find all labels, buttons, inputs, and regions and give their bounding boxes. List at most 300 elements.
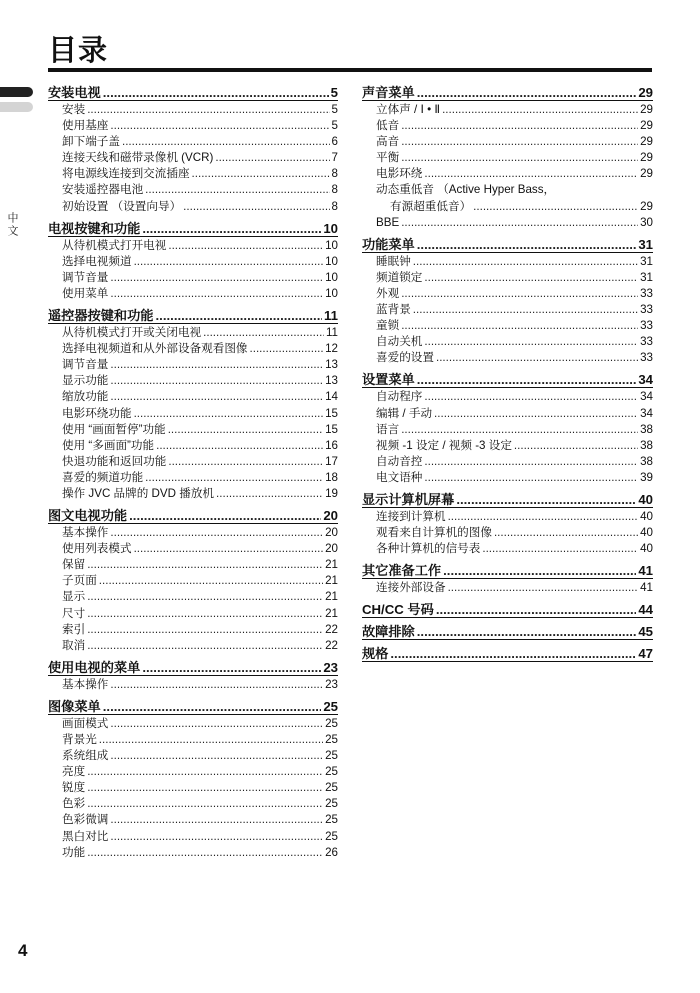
toc-section-heading-label: 安装电视 — [48, 85, 101, 100]
toc-entry[interactable] — [48, 238, 338, 254]
toc-entry-label: 低音 — [376, 119, 400, 133]
toc-entry[interactable] — [362, 254, 653, 270]
toc-section-heading-page: 47 — [638, 646, 653, 662]
toc-entry-page: 29 — [640, 151, 653, 165]
toc-entry-label: 将电源线连接到交流插座 — [62, 167, 190, 181]
toc-entry-label: 有源超重低音） — [390, 199, 472, 213]
leader-dots — [443, 562, 636, 579]
toc-entry[interactable] — [48, 470, 338, 486]
toc-entry[interactable] — [362, 470, 653, 486]
toc-entry[interactable] — [48, 812, 338, 828]
leader-dots — [87, 638, 323, 654]
toc-entry-page: 20 — [325, 526, 338, 540]
toc-entry[interactable] — [48, 182, 338, 198]
toc-entry[interactable] — [48, 486, 338, 502]
toc-entry-page: 29 — [640, 167, 653, 181]
leader-dots — [448, 580, 639, 596]
leader-dots — [436, 350, 638, 366]
leader-dots — [110, 286, 323, 302]
toc-entry-page: 8 — [331, 199, 338, 213]
toc-entry-label: 视频 -1 设定 / 视频 -3 设定 — [376, 438, 512, 452]
toc-entry[interactable] — [362, 286, 653, 302]
toc-entry-label: 编辑 / 手动 — [376, 406, 433, 420]
toc-entry[interactable] — [362, 525, 653, 541]
toc-entry-page: 23 — [325, 677, 338, 691]
leader-dots — [110, 716, 323, 732]
toc-section — [48, 84, 338, 215]
toc-entry-page: 25 — [325, 797, 338, 811]
leader-dots — [110, 373, 323, 389]
toc-entry[interactable] — [48, 118, 338, 134]
leader-dots — [442, 102, 638, 118]
toc-entry[interactable] — [48, 764, 338, 780]
toc-entry-page: 38 — [640, 422, 653, 436]
language-tab-inactive — [0, 102, 33, 112]
toc-entry[interactable] — [48, 716, 338, 732]
leader-dots — [110, 829, 323, 845]
toc-section-heading[interactable] — [48, 698, 338, 715]
toc-entry-label: 显示 — [62, 590, 86, 604]
toc-entry[interactable] — [362, 302, 653, 318]
toc-entry[interactable] — [48, 270, 338, 286]
toc-entry-page: 19 — [325, 486, 338, 500]
toc-entry[interactable] — [48, 389, 338, 405]
leader-dots — [424, 334, 638, 350]
toc-entry[interactable] — [362, 454, 653, 470]
toc-section-heading[interactable] — [362, 236, 653, 253]
toc-entry[interactable] — [48, 341, 338, 357]
leader-dots — [87, 780, 323, 796]
toc-entry-label: 自动程序 — [376, 390, 423, 404]
toc-entry-page: 5 — [331, 103, 338, 116]
leader-dots — [87, 845, 323, 861]
leader-dots — [87, 102, 329, 118]
toc-section-heading-label: 电视按键和功能 — [48, 220, 141, 236]
leader-dots — [424, 166, 638, 182]
toc-entry-label: 保留 — [62, 558, 86, 572]
leader-dots — [87, 606, 323, 622]
toc-entry[interactable] — [362, 118, 653, 134]
toc-section-heading[interactable] — [48, 220, 338, 237]
leader-dots — [87, 622, 323, 638]
toc-entry-page: 21 — [325, 606, 338, 620]
leader-dots — [456, 491, 636, 508]
toc-entry[interactable] — [362, 350, 653, 366]
toc-entry[interactable] — [48, 422, 338, 438]
leader-dots — [192, 166, 330, 182]
toc-entry-page: 29 — [640, 103, 653, 116]
toc-section-heading[interactable] — [48, 307, 338, 324]
toc-entry[interactable] — [48, 102, 338, 118]
toc-entry-page: 10 — [325, 286, 338, 300]
leader-dots — [424, 470, 638, 486]
toc-section — [362, 491, 653, 557]
toc-entry-label: 调节音量 — [62, 358, 109, 372]
toc-entry[interactable] — [48, 780, 338, 796]
leader-dots — [183, 199, 329, 215]
language-tag: 中文 — [6, 212, 18, 238]
toc-entry[interactable] — [362, 438, 653, 454]
toc-section-heading[interactable] — [362, 562, 653, 579]
toc-entry-page: 33 — [640, 286, 653, 300]
toc-entry[interactable] — [362, 102, 653, 118]
toc-entry-page: 17 — [325, 454, 338, 468]
toc-entry-label: 选择电视频道 — [62, 254, 132, 268]
leader-dots — [424, 270, 638, 286]
toc-section-heading-page: 25 — [323, 698, 338, 714]
toc-entry-page: 20 — [325, 542, 338, 556]
leader-dots — [122, 134, 330, 150]
toc-section-heading-label: 功能菜单 — [362, 236, 415, 252]
leader-dots — [473, 199, 638, 215]
toc-column-left — [48, 84, 338, 866]
toc-entry-page: 7 — [331, 151, 338, 165]
leader-dots — [413, 254, 638, 270]
toc-entry-page: 21 — [325, 558, 338, 572]
leader-dots — [401, 286, 638, 302]
toc-section-heading-label: 声音菜单 — [362, 85, 415, 100]
toc-entry-label: 频道锁定 — [376, 270, 423, 284]
toc-entry-page: 25 — [325, 829, 338, 843]
toc-entry[interactable] — [48, 796, 338, 812]
leader-dots — [142, 220, 321, 237]
toc-entry-label: 调节音量 — [62, 270, 109, 284]
toc-section-heading[interactable] — [48, 507, 338, 524]
toc-section-heading-label: 图像菜单 — [48, 698, 101, 714]
toc-entry[interactable] — [362, 150, 653, 166]
toc-entry-label: 从待机模式打开电视 — [62, 238, 167, 252]
toc-section-heading[interactable] — [362, 601, 653, 618]
toc-entry[interactable] — [362, 389, 653, 405]
toc-entry-page: 18 — [325, 470, 338, 484]
toc-entry-label: 电影环绕功能 — [62, 406, 132, 420]
toc-entry-label: BBE — [376, 215, 400, 229]
toc-entry-page: 13 — [325, 358, 338, 372]
toc-entry-label: 索引 — [62, 622, 86, 636]
toc-section — [362, 623, 653, 640]
leader-dots — [203, 325, 324, 341]
toc-section-heading-page: 5 — [330, 85, 338, 100]
toc-entry-label: 使用菜单 — [62, 286, 109, 300]
toc-entry-label: 动态重低音 （Active Hyper Bass， — [376, 183, 556, 197]
toc-entry-page: 5 — [331, 119, 338, 133]
leader-dots — [250, 341, 324, 357]
toc-entry-page: 40 — [640, 526, 653, 540]
language-tab-active — [0, 87, 33, 97]
toc-section — [362, 84, 653, 231]
toc-entry[interactable] — [48, 845, 338, 861]
toc-entry-label: 卸下端子盖 — [62, 135, 120, 149]
leader-dots — [87, 557, 323, 573]
toc-section-heading-page: 41 — [638, 563, 653, 579]
leader-dots — [482, 541, 638, 557]
toc-section — [362, 236, 653, 367]
toc-entry-page: 21 — [325, 590, 338, 604]
toc-entry[interactable] — [48, 541, 338, 557]
toc-column-right — [362, 84, 653, 667]
toc-entry-label: 选择电视频道和从外部设备观看图像 — [62, 342, 248, 356]
toc-entry-label: 画面模式 — [62, 716, 109, 730]
toc-entry-page: 29 — [640, 135, 653, 149]
leader-dots — [417, 236, 637, 253]
toc-entry-page: 41 — [640, 581, 653, 595]
leader-dots — [401, 150, 638, 166]
leader-dots — [424, 389, 638, 405]
toc-entry[interactable] — [48, 166, 338, 182]
toc-entry-page: 31 — [640, 270, 653, 284]
leader-dots — [110, 748, 323, 764]
leader-dots — [110, 118, 329, 134]
toc-entry[interactable] — [48, 557, 338, 573]
toc-entry[interactable] — [48, 199, 338, 215]
toc-entry-page: 40 — [640, 509, 653, 523]
leader-dots — [514, 438, 638, 454]
leader-dots — [390, 645, 636, 662]
toc-entry[interactable] — [362, 422, 653, 438]
toc-entry-page: 15 — [325, 406, 338, 420]
toc-entry[interactable] — [48, 134, 338, 150]
toc-entry[interactable] — [362, 270, 653, 286]
toc-section-heading[interactable] — [48, 659, 338, 676]
toc-entry-label: 童锁 — [376, 319, 400, 333]
leader-dots — [401, 134, 638, 150]
toc-entry-label: 从待机模式打开或关闭电视 — [62, 326, 202, 340]
toc-entry-label: 各种计算机的信号表 — [376, 542, 481, 556]
toc-entry[interactable] — [362, 406, 653, 422]
toc-entry[interactable] — [362, 182, 653, 198]
toc-entry-label: 使用基座 — [62, 119, 109, 133]
toc-entry-label: 显示功能 — [62, 374, 109, 388]
toc-entry-label: 自动音控 — [376, 454, 423, 468]
toc-entry-page: 22 — [325, 622, 338, 636]
toc-entry-label: 连接到计算机 — [376, 509, 446, 523]
toc-entry-label: 黑白对比 — [62, 829, 109, 843]
toc-section-heading-label: 故障排除 — [362, 624, 415, 640]
toc-entry[interactable] — [362, 541, 653, 557]
toc-entry[interactable] — [48, 357, 338, 373]
leader-dots — [417, 371, 637, 388]
toc-section-heading-label: 使用电视的菜单 — [48, 659, 141, 675]
toc-entry-page: 25 — [325, 765, 338, 779]
toc-section-heading-page: 44 — [638, 602, 653, 618]
leader-dots — [168, 422, 323, 438]
toc-entry[interactable] — [48, 622, 338, 638]
leader-dots — [434, 406, 638, 422]
toc-entry-page: 26 — [325, 845, 338, 859]
leader-dots — [448, 509, 639, 525]
toc-entry-label: 立体声 / Ⅰ • Ⅱ — [376, 103, 441, 116]
toc-entry-label: 睡眠钟 — [376, 254, 411, 268]
leader-dots — [401, 422, 638, 438]
leader-dots — [424, 454, 638, 470]
toc-entry-page: 25 — [325, 813, 338, 827]
toc-entry-label: 基本操作 — [62, 526, 109, 540]
toc-section — [48, 307, 338, 502]
toc-entry-page: 22 — [325, 638, 338, 652]
leader-dots — [129, 507, 321, 524]
toc-entry-label: 使用 “画面暂停”功能 — [62, 422, 166, 436]
toc-section-heading-page: 45 — [638, 624, 653, 640]
leader-dots — [110, 677, 323, 693]
toc-entry[interactable] — [48, 677, 338, 693]
toc-entry-page: 25 — [325, 749, 338, 763]
toc-entry[interactable] — [48, 525, 338, 541]
toc-entry-label: 使用列表模式 — [62, 542, 132, 556]
toc-section-heading[interactable] — [362, 491, 653, 508]
toc-entry-page: 12 — [325, 342, 338, 356]
toc-section-heading-label: 遥控器按键和功能 — [48, 308, 154, 324]
leader-dots — [110, 389, 323, 405]
toc-entry-label: 亮度 — [62, 765, 86, 779]
toc-section-heading-label: 显示计算机屏幕 — [362, 491, 455, 507]
toc-entry-page: 15 — [325, 422, 338, 436]
toc-entry-label: 子页面 — [62, 574, 97, 588]
toc-entry-page: 25 — [325, 781, 338, 795]
leader-dots — [134, 541, 324, 557]
toc-entry[interactable] — [48, 438, 338, 454]
toc-entry-page: 10 — [325, 254, 338, 268]
toc-entry[interactable] — [48, 748, 338, 764]
toc-entry[interactable] — [48, 150, 338, 166]
leader-dots — [142, 659, 321, 676]
toc-section-heading[interactable] — [362, 623, 653, 640]
leader-dots — [87, 764, 323, 780]
toc-entry-label: 色彩 — [62, 797, 86, 811]
toc-entry-label: 电文语种 — [376, 470, 423, 484]
toc-section-heading[interactable] — [362, 84, 653, 101]
toc-section — [48, 220, 338, 302]
toc-entry-label: 喜爱的设置 — [376, 351, 434, 365]
toc-entry-label: 缩放功能 — [62, 390, 109, 404]
leader-dots — [134, 406, 324, 422]
toc-entry-label: 安装 — [62, 103, 86, 116]
toc-entry[interactable] — [48, 406, 338, 422]
toc-entry-label: 基本操作 — [62, 677, 109, 691]
toc-entry-label: 喜爱的频道功能 — [62, 470, 144, 484]
toc-entry-page: 25 — [325, 733, 338, 746]
toc-section-heading[interactable] — [362, 645, 653, 662]
toc-entry[interactable] — [362, 166, 653, 182]
toc-section-heading-page: 23 — [323, 659, 338, 675]
toc-section-heading[interactable] — [48, 84, 338, 101]
toc-entry-page: 38 — [640, 454, 653, 468]
toc-entry-page: 29 — [640, 119, 653, 133]
toc-entry-page: 30 — [640, 215, 653, 229]
toc-entry-page: 16 — [325, 438, 338, 452]
toc-entry-page: 10 — [325, 238, 338, 252]
toc-entry[interactable] — [48, 589, 338, 605]
toc-entry-label: 色彩微调 — [62, 813, 109, 827]
toc-section-heading-label: 规格 — [362, 646, 389, 662]
toc-entry[interactable] — [48, 286, 338, 302]
toc-section-heading-label: 其它准备工作 — [362, 563, 442, 579]
toc-entry[interactable] — [362, 318, 653, 334]
leader-dots — [103, 698, 322, 715]
toc-entry-label: 自动关机 — [376, 335, 423, 349]
toc-entry[interactable] — [48, 606, 338, 622]
toc-entry-label: 尺寸 — [62, 606, 86, 620]
toc-section-heading-page: 31 — [638, 236, 653, 252]
toc-section-heading-page: 34 — [638, 372, 653, 388]
toc-entry-page: 33 — [640, 319, 653, 333]
leader-dots — [87, 796, 323, 812]
toc-entry-page: 29 — [640, 199, 653, 213]
toc-entry[interactable] — [362, 580, 653, 596]
toc-entry[interactable] — [362, 134, 653, 150]
leader-dots — [417, 84, 637, 101]
toc-entry-page: 13 — [325, 374, 338, 388]
toc-section — [48, 659, 338, 693]
toc-entry[interactable] — [48, 254, 338, 270]
leader-dots — [215, 150, 329, 166]
toc-entry-label: 观看来自计算机的图像 — [376, 526, 492, 540]
toc-section-heading[interactable] — [362, 371, 653, 388]
page-title: 目录 — [48, 35, 109, 67]
leader-dots — [168, 454, 323, 470]
leader-dots — [110, 270, 323, 286]
page-number: 4 — [18, 941, 28, 960]
leader-dots — [494, 525, 638, 541]
leader-dots — [110, 357, 323, 373]
leader-dots — [145, 182, 329, 198]
toc-entry[interactable] — [362, 334, 653, 350]
toc-entry-page: 21 — [325, 574, 338, 588]
toc-entry-page: 6 — [331, 135, 338, 149]
toc-section — [362, 562, 653, 596]
toc-entry[interactable] — [362, 215, 653, 231]
toc-entry-label: 取消 — [62, 638, 86, 652]
toc-entry[interactable] — [362, 509, 653, 525]
leader-dots — [103, 84, 329, 101]
toc-entry[interactable] — [48, 373, 338, 389]
leader-dots — [145, 470, 323, 486]
toc-entry[interactable] — [48, 573, 338, 589]
toc-entry-label: 操作 JVC 品牌的 DVD 播放机 — [62, 486, 215, 500]
toc-entry-label: 平衡 — [376, 151, 400, 165]
toc-entry-page: 38 — [640, 438, 653, 452]
toc-entry-page: 31 — [640, 254, 653, 268]
leader-dots — [87, 589, 323, 605]
toc-entry[interactable] — [48, 638, 338, 654]
toc-entry-page: 8 — [331, 183, 338, 197]
leader-dots — [216, 486, 323, 502]
toc-entry-page: 33 — [640, 303, 653, 317]
toc-section — [362, 601, 653, 618]
toc-entry-label: 连接天线和磁带录像机 (VCR) — [62, 151, 214, 165]
toc-entry-label: 高音 — [376, 135, 400, 149]
toc-section — [362, 645, 653, 662]
leader-dots — [99, 732, 323, 748]
toc-entry-page: 8 — [331, 167, 338, 181]
toc-entry-page: 33 — [640, 351, 653, 365]
leader-dots — [436, 601, 637, 618]
toc-entry-page: 40 — [640, 542, 653, 556]
toc-entry[interactable] — [48, 454, 338, 470]
title-divider — [48, 68, 652, 72]
toc-entry[interactable] — [48, 732, 338, 748]
toc-entry-page: 14 — [325, 390, 338, 404]
toc-entry[interactable] — [362, 199, 653, 215]
toc-section — [48, 507, 338, 654]
toc-entry[interactable] — [48, 325, 338, 341]
toc-entry[interactable] — [48, 829, 338, 845]
leader-dots — [401, 215, 638, 231]
toc-section — [48, 698, 338, 861]
toc-entry-label: 背景光 — [62, 733, 97, 746]
leader-dots — [401, 318, 638, 334]
toc-entry-page: 10 — [325, 270, 338, 284]
toc-section-heading-label: 图文电视功能 — [48, 508, 128, 524]
